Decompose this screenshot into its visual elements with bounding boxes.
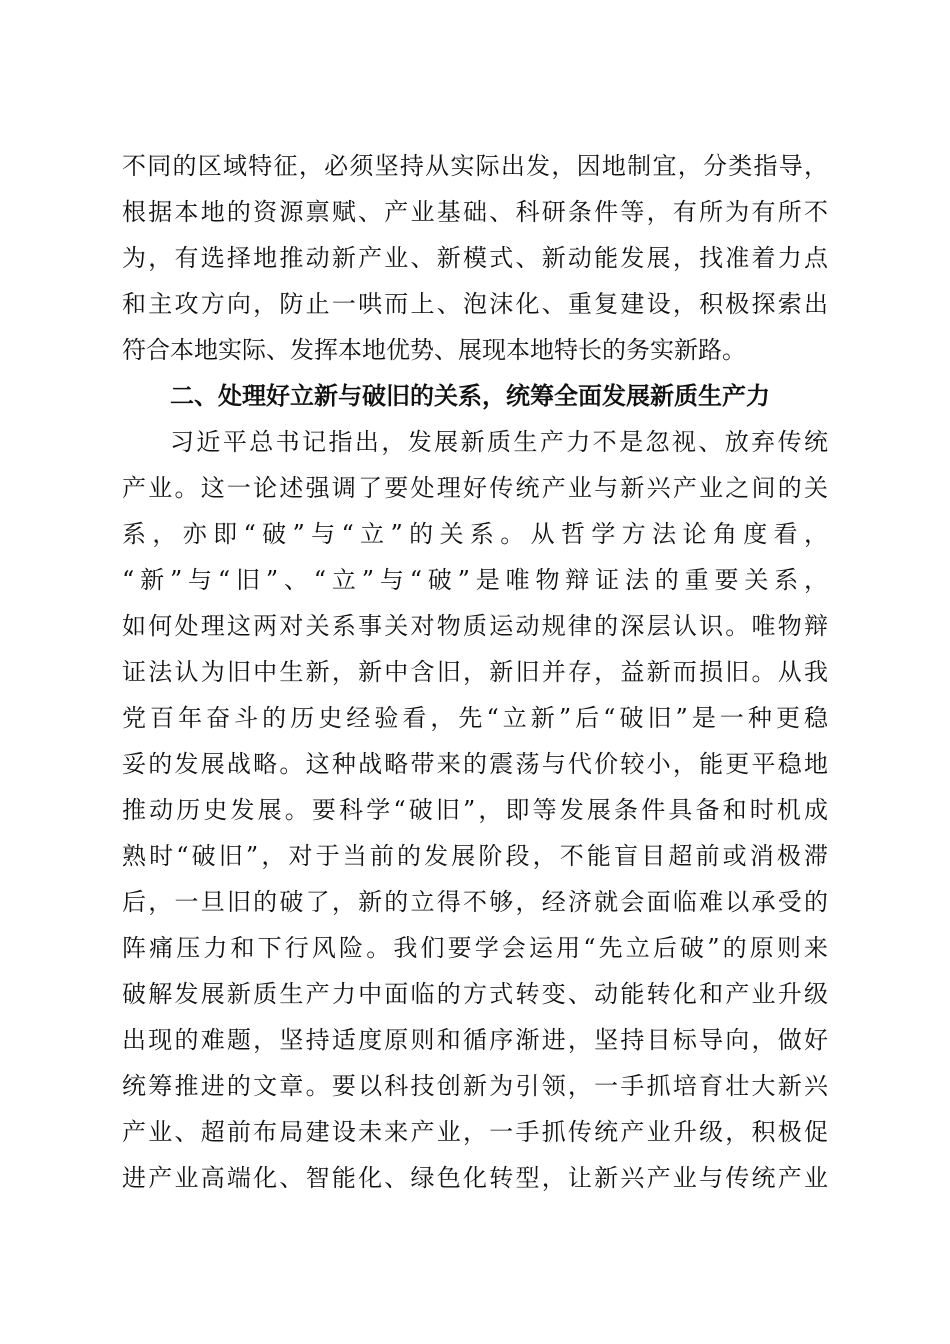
document-body bbox=[122, 143, 828, 1201]
text-line: 符合本地实际、发挥本地优势、展现本地特长的务实新路。 bbox=[122, 336, 746, 364]
text-line: 证法认为旧中生新，新中含旧，新旧并存，益新而损旧。从我 bbox=[122, 658, 828, 686]
paragraph-1 bbox=[122, 143, 828, 373]
text-line: 不同的区域特征，必须坚持从实际出发，因地制宜，分类指导， bbox=[122, 152, 828, 180]
text-line: 如何处理这两对关系事关对物质运动规律的深层认识。唯物辩 bbox=[122, 612, 828, 640]
text-line: 出现的难题，坚持适度原则和循序渐进，坚持目标导向，做好 bbox=[122, 1026, 828, 1054]
text-line: 破解发展新质生产力中面临的方式转变、动能转化和产业升级 bbox=[122, 980, 828, 1008]
text-line: 后，一旦旧的破了，新的立得不够，经济就会面临难以承受的 bbox=[122, 888, 828, 916]
text-line: 根据本地的资源禀赋、产业基础、科研条件等，有所为有所不 bbox=[122, 198, 828, 226]
text-line: 统筹推进的文章。要以科技创新为引领，一手抓培育壮大新兴 bbox=[122, 1072, 828, 1100]
text-line: 系，亦即“破”与“立”的关系。从哲学方法论角度看， bbox=[122, 520, 828, 548]
text-line: 进产业高端化、智能化、绿色化转型，让新兴产业与传统产业 bbox=[122, 1164, 828, 1192]
text-line: 和主攻方向，防止一哄而上、泡沫化、重复建设，积极探索出 bbox=[122, 290, 828, 318]
text-line: 熟时“破旧”，对于当前的发展阶段，不能盲目超前或消极滞 bbox=[122, 842, 828, 870]
text-line: 妥的发展战略。这种战略带来的震荡与代价较小，能更平稳地 bbox=[122, 750, 828, 778]
text-line: 党百年奋斗的历史经验看，先“立新”后“破旧”是一种更稳 bbox=[122, 704, 828, 732]
text-line: 习近平总书记指出，发展新质生产力不是忽视、放弃传统 bbox=[170, 428, 828, 456]
text-line: 推动历史发展。要科学“破旧”，即等发展条件具备和时机成 bbox=[122, 796, 828, 824]
text-line: “新”与“旧”、“立”与“破”是唯物辩证法的重要关系， bbox=[122, 566, 828, 594]
section-heading: 二、处理好立新与破旧的关系，统筹全面发展新质生产力 bbox=[170, 382, 770, 410]
text-line: 产业、超前布局建设未来产业，一手抓传统产业升级，积极促 bbox=[122, 1118, 828, 1146]
text-line: 产业。这一论述强调了要处理好传统产业与新兴产业之间的关 bbox=[122, 474, 828, 502]
paragraph-2 bbox=[122, 419, 828, 1201]
text-line: 为，有选择地推动新产业、新模式、新动能发展，找准着力点 bbox=[122, 244, 828, 272]
text-line: 阵痛压力和下行风险。我们要学会运用“先立后破”的原则来 bbox=[122, 934, 828, 962]
